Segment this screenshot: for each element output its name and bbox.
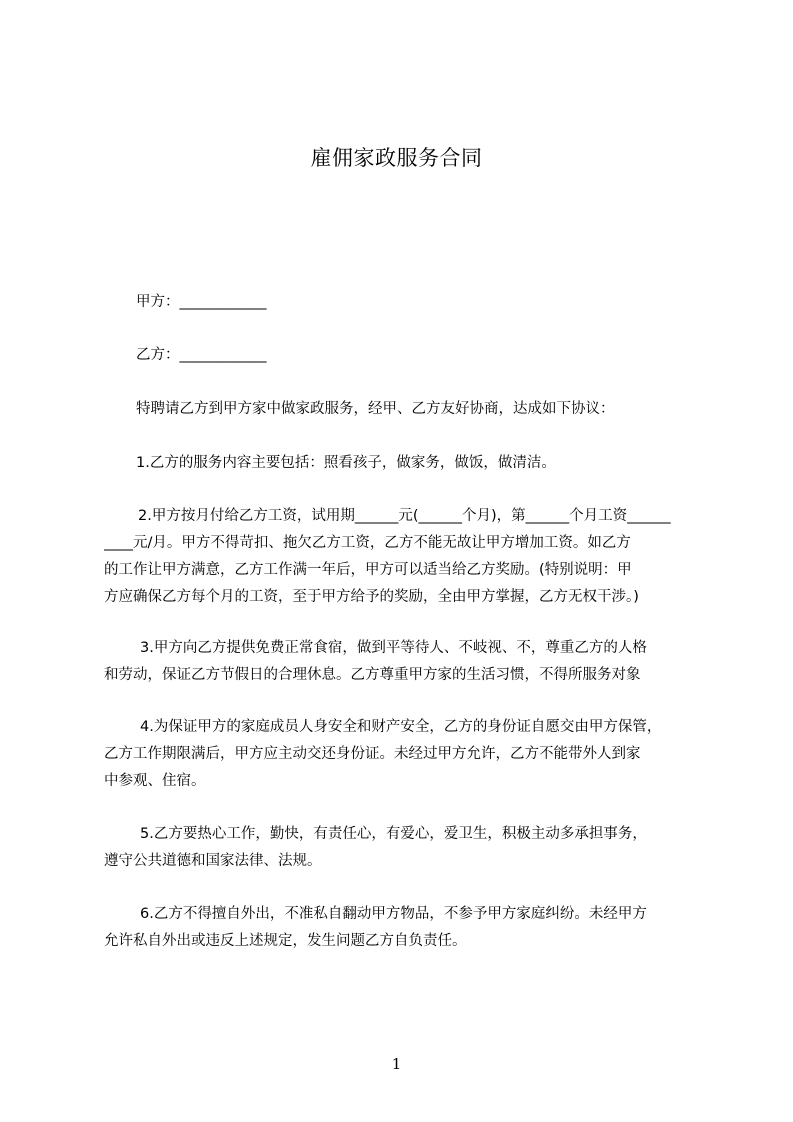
clause-6-line-2: 允许私自外出或违反上述规定，发生问题乙方自负责任。 — [104, 933, 467, 949]
clause-4-line-2: 乙方工作期限满后，甲方应主动交还身份证。未经过甲方允许，乙方不能带外人到家 — [104, 746, 641, 762]
party-b-line: 乙方：____________ — [136, 347, 267, 363]
party-a-line: 甲方：____________ — [136, 294, 267, 310]
clause-2-line-2: ____元/月。甲方不得苛扣、拖欠乙方工资，乙方不能无故让甲方增加工资。如乙方 — [104, 535, 631, 551]
document-title: 雇佣家政服务合同 — [310, 146, 483, 170]
clause-3-line-1: 3.甲方向乙方提供免费正常食宿，做到平等待人、不岐视、不，尊重乙方的人格 — [140, 640, 647, 656]
intro-paragraph: 特聘请乙方到甲方家中做家政服务，经甲、乙方友好协商，达成如下协议： — [136, 401, 615, 417]
clause-6-line-1: 6.乙方不得擅自外出，不准私自翻动甲方物品，不参予甲方家庭纠纷。未经甲方 — [140, 906, 647, 922]
clause-1-line-1: 1.乙方的服务内容主要包括：照看孩子，做家务，做饭，做清洁。 — [136, 455, 556, 471]
clause-2-line-3: 的工作让甲方满意，乙方工作满一年后，甲方可以适当给乙方奖励。(特别说明：甲 — [104, 562, 632, 578]
clause-2-line-1: 2.甲方按月付给乙方工资，试用期______元(______个月)，第______个月工资______ — [138, 508, 671, 524]
clause-4-line-3: 中参观、住宿。 — [104, 773, 206, 789]
clause-5-line-2: 遵守公共道德和国家法律、法规。 — [104, 853, 322, 869]
page-number: 1 — [391, 1055, 402, 1073]
clause-5-line-1: 5.乙方要热心工作，勤快，有责任心，有爱心，爱卫生，积极主动多承担事务， — [140, 826, 647, 842]
clause-4-line-1: 4.为保证甲方的家庭成员人身安全和财产安全，乙方的身份证自愿交由甲方保管， — [140, 719, 662, 735]
clause-3-line-2: 和劳动，保证乙方节假日的合理休息。乙方尊重甲方家的生活习惯，不得所服务对象 — [104, 667, 641, 683]
clause-2-line-4: 方应确保乙方每个月的工资，至于甲方给予的奖励，全由甲方掌握，乙方无权干涉。) — [104, 589, 639, 605]
